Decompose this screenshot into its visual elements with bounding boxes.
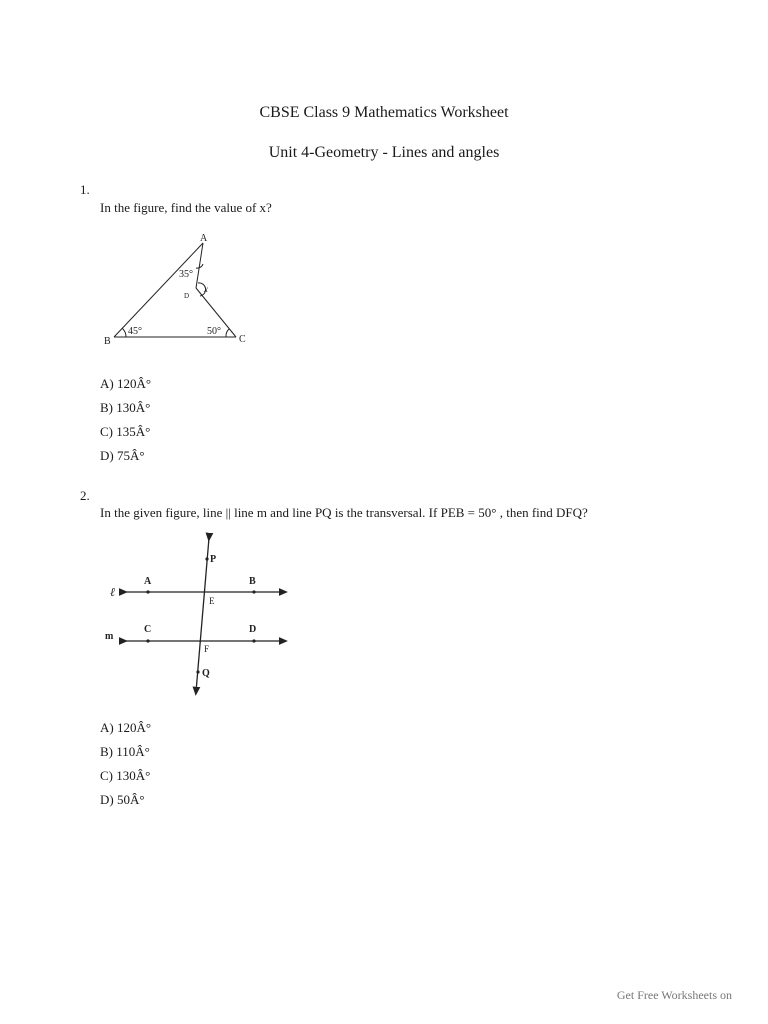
point-c <box>146 639 149 642</box>
point-q <box>196 670 199 673</box>
angle-b-arc <box>122 328 126 337</box>
question-2-text: In the given figure, line || line m and line PQ is the transversal. If PEB = 50° , then find DFQ? <box>100 505 588 520</box>
vertex-c-label: C <box>239 334 246 345</box>
point-p <box>205 557 208 560</box>
footer-text: Get Free Worksheets on <box>616 988 732 1002</box>
point-d-label: D <box>249 624 257 635</box>
worksheet-title: CBSE Class 9 Mathematics Worksheet <box>259 104 509 121</box>
point-p-label: P <box>210 554 217 565</box>
question-2-option-d: D) 50Â° <box>100 792 145 807</box>
angle-c-value: 50° <box>207 326 221 337</box>
point-a-label: A <box>144 576 152 587</box>
question-1-option-c: C) 135Â° <box>100 424 151 439</box>
point-e-label: E <box>209 596 215 606</box>
question-1-number: 1. <box>80 182 90 197</box>
question-1-text: In the figure, find the value of x? <box>100 200 272 215</box>
question-1-option-b: B) 130Â° <box>100 400 151 415</box>
point-b-label: B <box>249 576 256 587</box>
point-b <box>252 590 255 593</box>
line-m-label: m <box>105 631 114 642</box>
question-2-option-b: B) 110Â° <box>100 744 150 759</box>
worksheet-subtitle: Unit 4-Geometry - Lines and angles <box>268 144 500 161</box>
side-ab <box>114 243 203 337</box>
point-f-label: F <box>204 644 210 654</box>
vertex-d-label: D <box>184 292 190 300</box>
angle-b-value: 45° <box>128 326 142 337</box>
vertex-a-label: A <box>200 233 208 244</box>
question-1-option-a: A) 120Â° <box>100 376 152 391</box>
question-2-option-c: C) 130Â° <box>100 768 151 783</box>
question-1-option-d: D) 75Â° <box>100 448 145 463</box>
question-1-figure <box>100 228 260 350</box>
angle-a-value: 35° <box>179 269 193 280</box>
point-c-label: C <box>144 624 152 635</box>
question-2-figure <box>100 532 300 702</box>
angle-x-label: x <box>204 284 208 294</box>
vertex-b-label: B <box>104 336 111 347</box>
line-l-label: ℓ <box>110 585 115 599</box>
angle-c-arc <box>226 329 229 337</box>
point-a <box>146 590 149 593</box>
point-q-label: Q <box>202 668 210 679</box>
question-2-number: 2. <box>80 488 90 503</box>
point-d <box>252 639 255 642</box>
question-2-option-a: A) 120Â° <box>100 720 152 735</box>
